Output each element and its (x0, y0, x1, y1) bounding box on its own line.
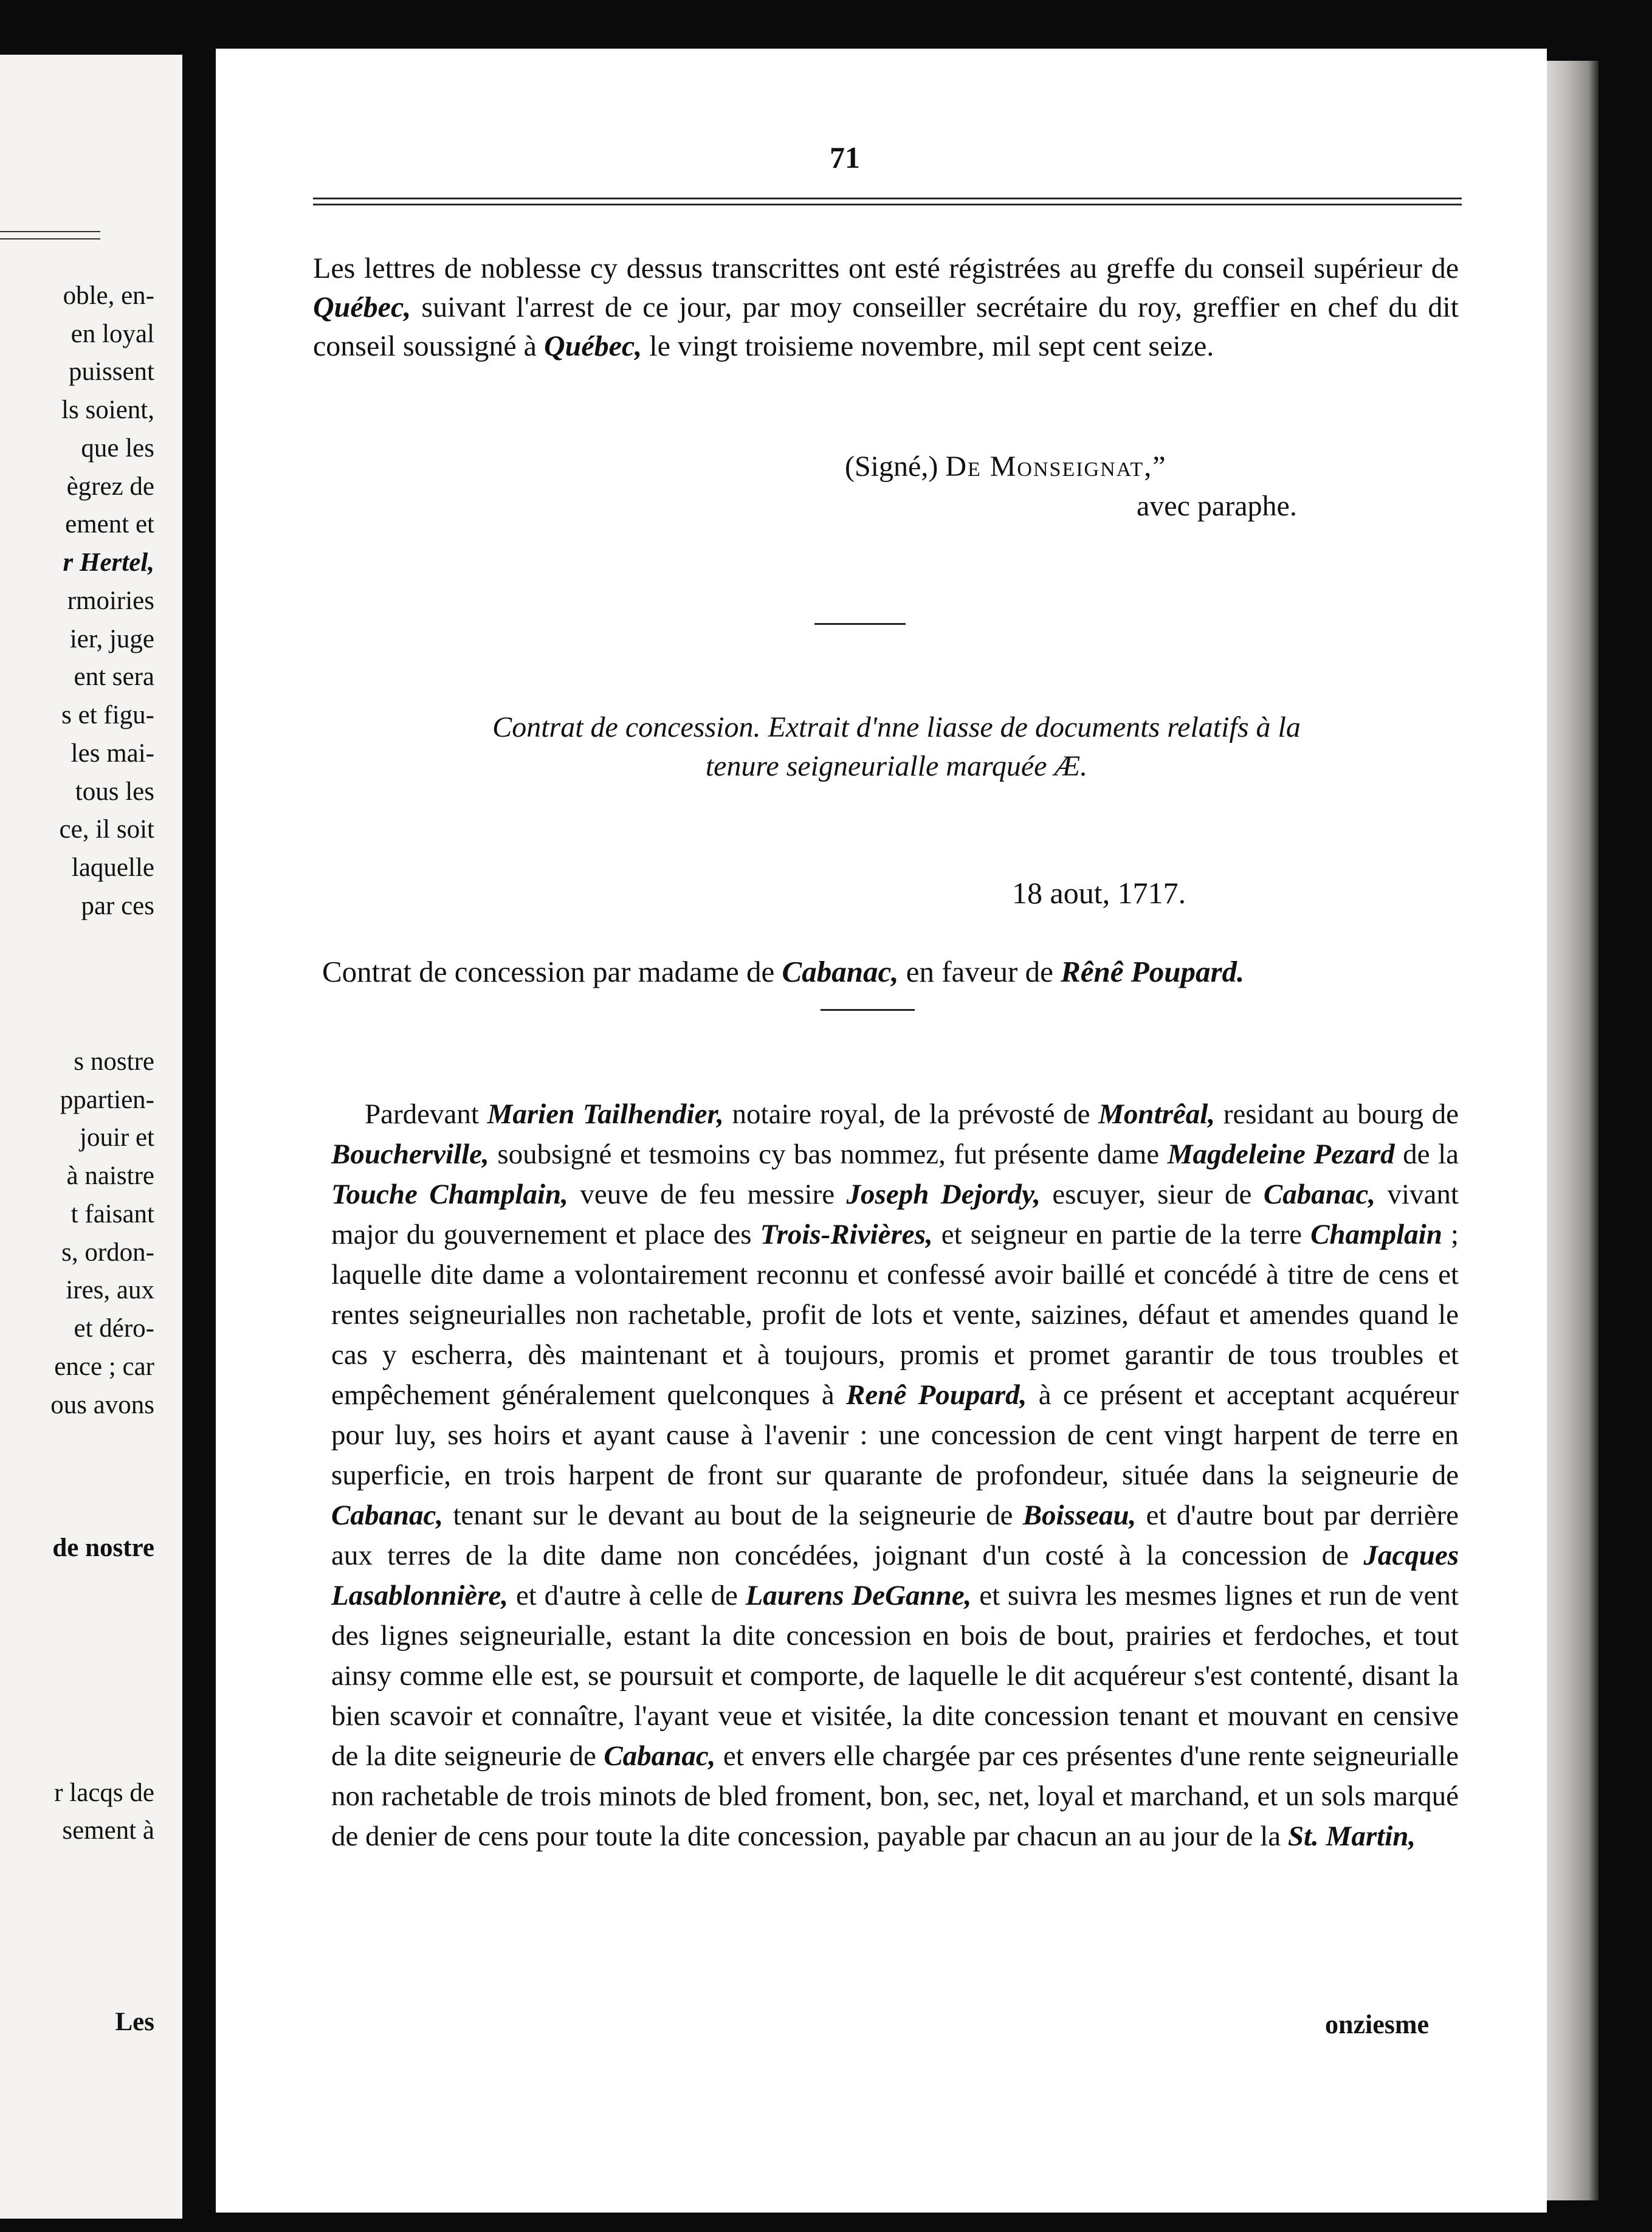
proper-name: Cabanac, (604, 1740, 716, 1772)
left-page-line: t faisant (71, 1200, 154, 1228)
left-page-rule (0, 231, 100, 232)
document-caption (386, 708, 1407, 786)
proper-name: St. Martin, (1287, 1820, 1416, 1852)
proper-name: Jacques Lasablonnière, (331, 1540, 1459, 1611)
proper-name: Cabanac, (1263, 1179, 1376, 1210)
left-page-line: s et figu- (61, 701, 154, 729)
subtitle-text: en faveur de (898, 955, 1061, 988)
catchword: onziesme (1325, 2010, 1430, 2039)
left-page-line: oble, en- (63, 281, 154, 310)
place-name: Québec, (313, 291, 411, 323)
proper-name: Boisseau, (1022, 1500, 1137, 1531)
subtitle-text: Contrat de concession par madame de (322, 955, 782, 988)
page-edge-shadow (1547, 61, 1599, 2200)
left-page-line: à naistre (66, 1162, 154, 1190)
proper-name: Montrêal, (1098, 1098, 1216, 1130)
signature-prefix: (Signé,) (845, 450, 946, 483)
contract-subtitle (322, 954, 1244, 989)
place-name: Québec, (543, 330, 642, 362)
header-rule (313, 198, 1462, 199)
left-page-line: de nostre (52, 1534, 154, 1562)
person-name: Cabanac, (782, 955, 899, 988)
left-page-fragment (0, 55, 182, 2219)
proper-name: Champlain (1310, 1219, 1442, 1250)
body-text: escuyer, sieur de (1040, 1179, 1264, 1210)
body-text: residant au bourg de (1215, 1098, 1459, 1130)
left-page-line: par ces (81, 892, 154, 920)
signature-line (845, 450, 1167, 483)
proper-name: Cabanac, (331, 1500, 444, 1531)
left-page-line: laquelle (71, 853, 154, 882)
body-text: et d'autre à celle de (508, 1580, 746, 1611)
left-page-line: rmoiries (67, 587, 154, 615)
proper-name: Magdeleine Pezard (1167, 1138, 1395, 1170)
page-gutter (182, 0, 216, 2232)
paraph-note: avec paraphe. (1137, 490, 1297, 522)
left-page-rule (0, 238, 100, 239)
header-rule (313, 204, 1462, 205)
contract-body (331, 1094, 1459, 1856)
person-name: Rênê Poupard. (1061, 955, 1245, 988)
left-page-line: ppartien- (60, 1086, 154, 1114)
section-separator (821, 1009, 915, 1011)
proper-name: Trois-Rivières, (760, 1219, 933, 1250)
body-text: et d'autre bout par derrière aux terres de la dite dame non concédées, joignant d'un costé à la concession de (331, 1500, 1459, 1571)
main-page (216, 49, 1547, 2213)
body-text: notaire royal, de la prévosté de (723, 1098, 1099, 1130)
registration-text: Les lettres de noblesse cy dessus transcrittes ont esté régistrées au greffe du conseil supérieur de (313, 252, 1459, 284)
body-text: de la (1394, 1138, 1459, 1170)
proper-name: Renê Poupard, (846, 1379, 1027, 1411)
left-page-line: s, ordon- (61, 1238, 154, 1267)
proper-name: Touche Champlain, (331, 1179, 568, 1210)
left-page-line: r lacqs de (54, 1779, 154, 1807)
body-text: tenant sur le devant au bout de la seigneurie de (443, 1500, 1023, 1531)
body-text: ; laquelle dite dame a volontairement reconnu et confessé avoir baillé et concédé à titre de cens et rentes seigneurialles non rachetable, profit de lots et vente, saizines, défaut et amendes quand le cas y escherra, dès maintenant et à toujours, promis et promet garantir de tous troubles et empêchement généralement quelconques à (331, 1219, 1459, 1411)
left-page-line: les mai- (71, 739, 154, 768)
left-page-line: puissent (69, 357, 154, 386)
left-page-line: ce, il soit (59, 815, 154, 844)
registration-text: suivant l'arrest de ce jour, par moy conseiller secrétaire du roy, greffier en chef du dit conseil soussigné à (313, 291, 1459, 362)
body-text: Pardevant (365, 1098, 487, 1130)
caption-line: Contrat de concession. Extrait d'nne liasse de documents relatifs à la (492, 711, 1301, 743)
body-text: vivant major du gouvernement et place des (331, 1179, 1459, 1250)
left-page-line: jouir et (80, 1123, 154, 1152)
left-page-line: ent sera (74, 663, 154, 691)
body-text: soubsigné et tesmoins cy bas nommez, fut présente dame (489, 1138, 1168, 1170)
left-page-line: ier, juge (69, 625, 154, 653)
left-page-line: sement à (62, 1816, 154, 1845)
registration-paragraph (313, 249, 1459, 366)
left-page-line: ence ; car (54, 1352, 154, 1381)
proper-name: Marien Tailhendier, (487, 1098, 724, 1130)
section-separator (814, 623, 906, 625)
left-page-line: tous les (75, 777, 154, 806)
left-page-line: ement et (65, 510, 154, 539)
signatory-name: De Monseignat,” (945, 450, 1167, 483)
body-text: et seigneur en partie de la terre (932, 1219, 1311, 1250)
page-number: 71 (830, 140, 860, 174)
left-page-line: et déro- (74, 1314, 154, 1343)
registration-text: le vingt troisieme novembre, mil sept cent seize. (642, 330, 1214, 362)
body-text: et suivra les mesmes lignes et run de vent des lignes seigneurialle, estant la dite concession en bois de bout, prairies et ferdoches, et tout ainsy comme elle est, se poursuit et comporte, de laquelle le dit acquéreur s'est contenté, disant la bien scavoir et connaître, l'ayant veue et visitée, la dite concession tenant et mouvant en censive de la dite seigneurie de (331, 1580, 1459, 1772)
left-page-line: s nostre (74, 1047, 154, 1076)
left-page-line: ègrez de (66, 472, 154, 501)
proper-name: Laurens DeGanne, (745, 1580, 972, 1611)
proper-name: Joseph Dejordy, (846, 1179, 1041, 1210)
body-text: à ce présent et acceptant acquéreur pour luy, ses hoirs et ayant cause à l'avenir : une concession de cent vingt harpent de terre en superficie, en trois harpent de front sur quarante de profondeur, située dans la seigneurie de (331, 1379, 1459, 1491)
body-text: et envers elle chargée par ces présentes d'une rente seigneurialle non rachetable de trois minots de bled froment, bon, sec, net, loyal et marchand, et un sols marqué de denier de cens pour toute la dite concession, payable par chacun an au jour de la (331, 1740, 1459, 1852)
left-page-line: en loyal (71, 320, 154, 348)
left-page-line: ls soient, (61, 396, 154, 424)
proper-name: Boucherville, (331, 1138, 489, 1170)
left-page-line: que les (81, 434, 154, 463)
caption-line: tenure seigneurialle marquée Æ. (705, 750, 1088, 782)
left-page-line: r Hertel, (63, 548, 154, 577)
document-date: 18 aout, 1717. (1012, 876, 1186, 910)
left-page-line: ires, aux (66, 1276, 154, 1304)
left-page-line: Les (115, 2008, 154, 2036)
body-text: veuve de feu messire (568, 1179, 847, 1210)
left-page-line: ous avons (50, 1391, 154, 1419)
